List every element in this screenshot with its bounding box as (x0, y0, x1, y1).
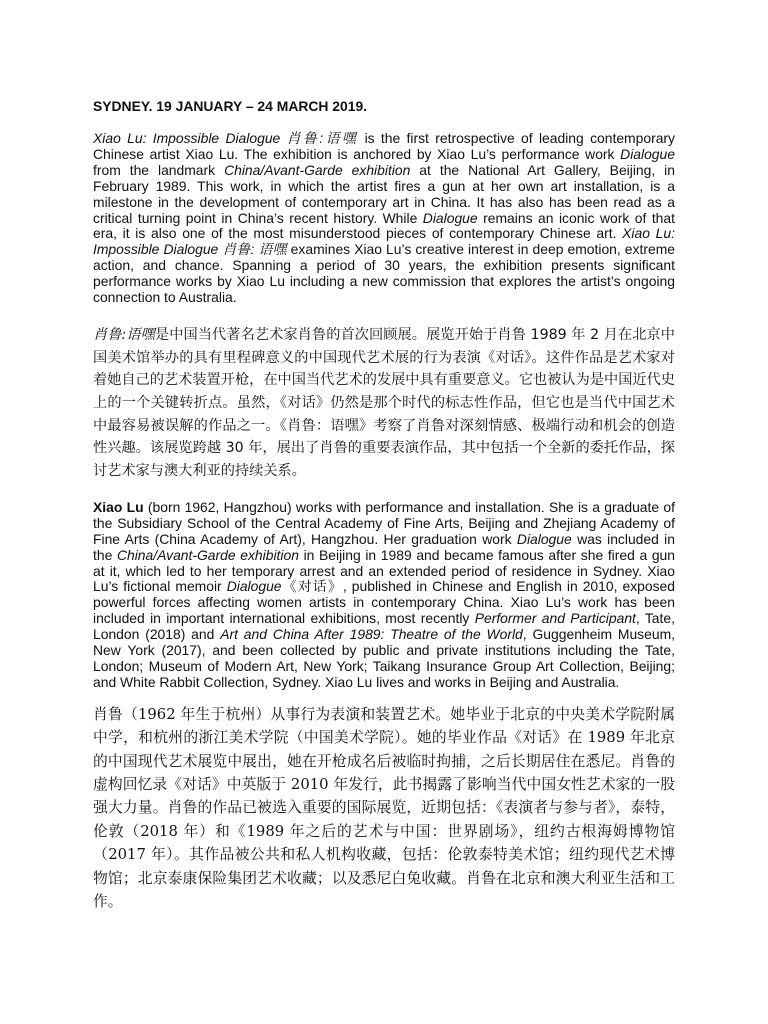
exhibition-title: Xiao Lu: Impossible Dialogue 肖鲁:语嘿 (93, 130, 359, 146)
artist-name: Xiao Lu (93, 498, 144, 515)
intro-paragraph-chinese: 肖鲁:语嘿是中国当代著名艺术家肖鲁的首次回顾展。展览开始于肖鲁 1989 年 2 月在北京中国美术馆举办的具有里程碑意义的中国现代艺术展的行为表演《对话》。这件作品是艺术家对着她自己的艺术装置开枪，在中国当代艺术的发展中具有重要意义。它也被认为是中国近代史上的一个关键转折点。虽然，《对话》仍然是那个时代的标志性作品，但它也是当代中国艺术中最容易被误解的作品之一。《肖鲁：语嘿》考察了肖鲁对深刻情感、极端行动和机会的创造性兴趣。该展览跨越 30 年，展出了肖鲁的重要表演作品，其中包括一个全新的委托作品，探讨艺术家与澳大利亚的持续关系。 (93, 326, 675, 480)
exhibition-dates-heading: SYDNEY. 19 JANUARY – 24 MARCH 2019. (93, 98, 368, 114)
biography-paragraph-english: Xiao Lu (born 1962, Hangzhou) works with performance and installation. She is a graduate of the Subsidiary School of the Central Academy of Fine Arts, Beijing and Zhejiang Academy of Fine Arts (China Academy of Art), Hangzhou. Her graduation work Dialogue was included in the China/Avant-Garde exhibition in Beijing in 1989 and became famous after she fired a gun at it, which led to her temporary arrest and an extended period of residence in Sydney. Xiao Lu’s fictional memoir Dialogue《对话》, published in Chinese and English in 2010, exposed powerful forces affecting women artists in contemporary China. Xiao Lu’s work has been included in important international exhibitions, most recently Performer and Participant, Tate, London (2018) and Art and China After 1989: Theatre of the World, Guggenheim Museum, New York (2017), and been collected by public and private institutions including the Tate, London; Museum of Modern Art, New York; Taikang Insurance Group Art Collection, Beijing; and White Rabbit Collection, Sydney. Xiao Lu lives and works in Beijing and Australia. (93, 498, 676, 690)
exhibition-title-chinese: 肖鲁:语嘿 (93, 326, 155, 343)
document-page (93, 98, 675, 913)
biography-paragraph-chinese: 肖鲁（1962 年生于杭州）从事行为表演和装置艺术。她毕业于北京的中央美术学院附属中学，和杭州的浙江美术学院（中国美术学院）。她的毕业作品《对话》在 1989 年北京的中国现代艺术展览中展出，她在开枪成名后被临时拘捕，之后长期居住在悉尼。肖鲁的虚构回忆录《对话》中英版于 2010 年发行，此书揭露了影响当代中国女性艺术家的一股强大力量。肖鲁的作品已被选入重要的国际展览，近期包括：《表演者与参与者》，泰特，伦敦（2018 年）和《1989 年之后的艺术与中国：世界剧场》，纽约古根海姆博物馆（2017 年）。其作品被公共和私人机构收藏，包括：伦敦泰特美术馆；纽约现代艺术博物馆；北京泰康保险集团艺术收藏；以及悉尼白兔收藏。肖鲁在北京和澳大利亚生活和工作。 (93, 705, 675, 911)
intro-paragraph-english: Xiao Lu: Impossible Dialogue 肖鲁:语嘿 is the first retrospective of leading contemporary Chinese artist Xiao Lu. The exhibition is anchored by Xiao Lu’s performance work Dialogue from the landmark China/Avant-Garde exhibition at the National Art Gallery, Beijing, in February 1989. This work, in which the artist fires a gun at her own art installation, is a milestone in the development of contemporary art in China. It has also has been read as a critical turning point in China’s recent history. While Dialogue remains an iconic work of that era, it is also one of the most misunderstood pieces of contemporary Chinese art. Xiao Lu: Impossible Dialogue 肖鲁: 语嘿 examines Xiao Lu’s creative interest in deep emotion, extreme action, and chance. Spanning a period of 30 years, the exhibition presents significant performance works by Xiao Lu including a new commission that explores the artist’s ongoing connection to Australia. (93, 130, 675, 306)
